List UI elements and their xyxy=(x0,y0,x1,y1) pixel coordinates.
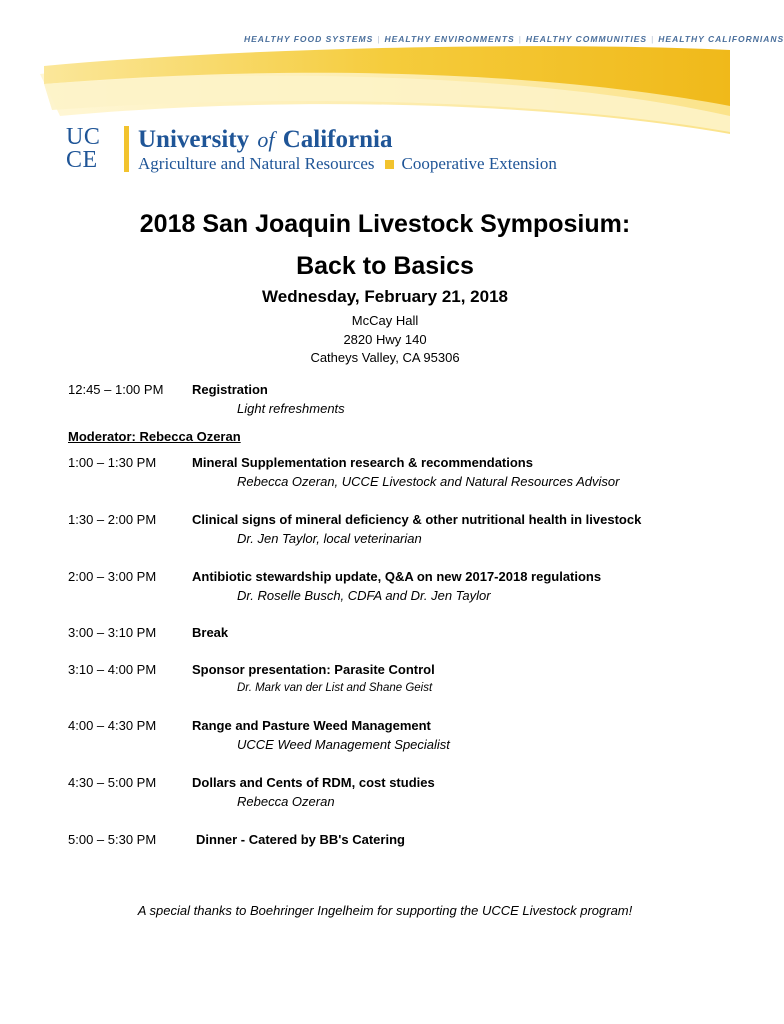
schedule-speaker: Rebecca Ozeran xyxy=(237,794,335,809)
schedule-time: 3:00 – 3:10 PM xyxy=(68,625,157,640)
venue-address: 2820 Hwy 140 xyxy=(343,332,427,347)
schedule-time: 3:10 – 4:00 PM xyxy=(68,662,157,677)
schedule-event: Registration xyxy=(192,382,268,397)
event-date: Wednesday, February 21, 2018 xyxy=(262,287,508,306)
schedule-time: 2:00 – 3:00 PM xyxy=(68,569,157,584)
tagline-item: HEALTHY FOOD SYSTEMS xyxy=(244,34,374,44)
schedule-event: Break xyxy=(192,625,229,640)
logo-divider-bar xyxy=(124,126,129,172)
venue-city: Catheys Valley, CA 95306 xyxy=(310,350,460,365)
university-name-of: of xyxy=(257,127,275,152)
schedule-speaker: Dr. Jen Taylor, local veterinarian xyxy=(237,531,422,546)
schedule-event: Antibiotic stewardship update, Q&A on new 2017-2018 regulations xyxy=(192,569,602,584)
division-name: Agriculture and Natural Resources xyxy=(138,154,375,173)
extension-name: Cooperative Extension xyxy=(401,154,557,173)
schedule-speaker: Rebecca Ozeran, UCCE Livestock and Natural Resources Advisor xyxy=(237,474,620,489)
event-title: 2018 San Joaquin Livestock Symposium: xyxy=(139,210,631,238)
schedule-time: 4:00 – 4:30 PM xyxy=(68,718,157,733)
logo-mark-top: UC xyxy=(66,124,101,150)
ucce-logo-mark xyxy=(66,126,100,172)
division-line xyxy=(138,154,557,174)
header-tagline xyxy=(244,34,784,44)
tagline-separator: | xyxy=(377,34,381,44)
schedule-event: Range and Pasture Weed Management xyxy=(192,718,431,733)
schedule-speaker: Dr. Roselle Busch, CDFA and Dr. Jen Taylor xyxy=(237,588,491,603)
schedule-event: Clinical signs of mineral deficiency & other nutritional health in livestock xyxy=(192,512,642,527)
schedule-event: Dollars and Cents of RDM, cost studies xyxy=(192,775,435,790)
schedule-time: 4:30 – 5:00 PM xyxy=(68,775,157,790)
university-name-pre: University xyxy=(138,126,250,153)
logo-mark-bottom: CE xyxy=(66,147,98,173)
event-subtitle: Back to Basics xyxy=(296,252,474,280)
venue-name: McCay Hall xyxy=(351,313,419,328)
schedule-speaker: Dr. Mark van der List and Shane Geist xyxy=(237,682,433,694)
schedule-note: Light refreshments xyxy=(237,401,345,416)
schedule-event: Mineral Supplementation research & recommendations xyxy=(192,455,533,470)
tagline-item: HEALTHY COMMUNITIES xyxy=(525,34,648,44)
tagline-item: HEALTHY CALIFORNIANS xyxy=(658,34,784,44)
tagline-separator: | xyxy=(651,34,655,44)
tagline-item: HEALTHY ENVIRONMENTS xyxy=(384,34,515,44)
logo-square-icon xyxy=(385,160,394,169)
schedule-event: Dinner - Catered by BB's Catering xyxy=(196,832,405,847)
university-name xyxy=(138,126,392,154)
tagline-separator: | xyxy=(518,34,522,44)
university-name-post: California xyxy=(282,126,393,153)
schedule-event: Sponsor presentation: Parasite Control xyxy=(192,662,435,677)
moderator-label: Moderator: Rebecca Ozeran xyxy=(68,429,241,444)
schedule-speaker: UCCE Weed Management Specialist xyxy=(237,737,450,752)
schedule-time: 1:30 – 2:00 PM xyxy=(68,512,157,527)
schedule-time: 5:00 – 5:30 PM xyxy=(68,832,157,847)
schedule-time: 1:00 – 1:30 PM xyxy=(68,455,157,470)
sponsor-thanks: A special thanks to Boehringer Ingelheim for supporting the UCCE Livestock program! xyxy=(137,903,633,918)
schedule-time: 12:45 – 1:00 PM xyxy=(68,382,164,397)
